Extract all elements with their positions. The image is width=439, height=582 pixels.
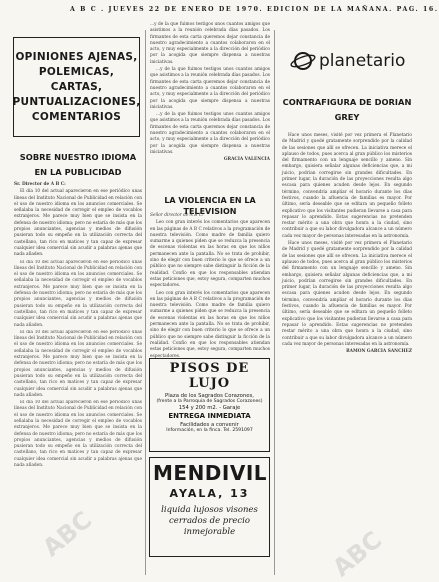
article-dorian-signature: RAMON GARCIA SANCHEZ [346,349,412,355]
article-middle-text-2: ...y de la que fuimos testigos unos cuantos amigos que asistimos a la reunión celebrada días pasados. Los firmantes de esta carta queremos dejar constancia de nuestro agradecimiento a cuantos colaboraron en el acto, y muy especialmente a la dirección del periódico por la acogida que siempre dispensa a nuestras iniciativas. [150,67,270,110]
article-middle-signature: GRACIA VALENCIA [223,157,270,163]
watermark-bottom-left: ABC [37,505,98,563]
article-idioma-text-4: El día 10 del actual aparecieron en ese periódico unas líneas del Instituto Nacional de Publicidad en relación con el uso de nuestro idioma en los anuncios comerciales. Se señalaba la necesidad de corregir el empleo de vocablos extranjeros. Me parece muy bien que se insista en la defensa de nuestro idioma; pero no estaría de más que los propios anunciantes, agencias y medios de difusión pusieran todo su empeño en la utilización correcta del castellano, tan rico en matices y tan capaz de expresar cualquier idea comercial sin acudir a palabras ajenas que nada añaden. [14,400,142,469]
article-violencia-title: LA VIOLENCIA EN LA TELEVISION [164,196,256,216]
ad-pisos-line-3: 154 y 200 m2. - Garaje [178,405,241,411]
article-violencia-text-2: Leo con gran interés los comentarios que aparecen en las páginas de A B C relativos a la programación de nuestra televisión. Como madre de familia quiero sumarme a quienes piden que se reduzca la presencia de escenas violentas en las horas en que los niños permanecen ante la pantalla. No se trata de prohibir, sino de elegir con buen criterio lo que se ofrece a un público que no siempre sabe distinguir la ficción de la realidad. Confío en que los responsables atiendan estas peticiones que, estoy segura, comparten muchos espectadores. [150,290,270,359]
ad-pisos-line-6: Información, en la finca. Tel. 2591097 [166,428,253,433]
planetario-logo [290,44,410,78]
article-violencia-body [150,213,270,359]
article-middle-text-1: ...y de la que fuimos testigos unos cuantos amigos que asistimos a la reunión celebrada días pasados. Los firmantes de esta carta queremos dejar constancia de nuestro agradecimiento a cuantos colaboraron en el acto, y muy especialmente a la dirección del periódico por la acogida que siempre dispensa a nuestras iniciativas. [150,22,270,65]
article-violencia-salutation: Señor director de A B C: [150,213,204,218]
ad-pisos-line-1: Plaza de los Sagrados Corazones, [165,393,254,399]
ad-pisos-line-2: (frente a la Parroquia de Sagrados Corazones) [156,399,263,404]
article-idioma-body [14,182,142,572]
planet-icon [290,48,316,74]
article-dorian-title: CONTRAFIGURA DE DORIAN GREY [282,97,412,122]
ad-pisos-title: PISOS DE LUJO [169,361,250,391]
column-divider-1 [145,30,146,575]
article-violencia-text-1: Leo con gran interés los comentarios que aparecen en las páginas de A B C relativos a la programación de nuestra televisión. Como madre de familia quiero sumarme a quienes piden que se reduzca la presencia de escenas violentas en las horas en que los niños permanecen ante la pantalla. No se trata de prohibir, sino de elegir con buen criterio lo que se ofrece a un público que no siempre sabe distinguir la ficción de la realidad. Confío en que los responsables atiendan estas peticiones que, estoy segura, comparten muchos espectadores. [150,220,270,289]
article-idioma-text-3: El día 10 del actual aparecieron en ese periódico unas líneas del Instituto Nacional de Publicidad en relación con el uso de nuestro idioma en los anuncios comerciales. Se señalaba la necesidad de corregir el empleo de vocablos extranjeros. Me parece muy bien que se insista en la defensa de nuestro idioma; pero no estaría de más que los propios anunciantes, agencias y medios de difusión pusieran todo su empeño en la utilización correcta del castellano, tan rico en matices y tan capaz de expresar cualquier idea comercial sin acudir a palabras ajenas que nada añaden. [14,329,142,398]
watermark-bottom-right: ABC [327,525,388,582]
column-divider-2 [274,30,275,575]
running-head: A B C . JUEVES 22 DE ENERO DE 1970. EDICION DE LA MAÑANA. PAG. 16. [70,6,439,13]
article-idioma-salutation: Sr. Director de A B C: [14,182,66,187]
opinions-box-text: OPINIONES AJENAS, POLEMICAS, CARTAS, PUNTUALIZACIONES, COMENTARIOS [12,50,141,123]
ad-mendivil [149,457,270,557]
ad-pisos-de-lujo [149,358,270,452]
ad-mendivil-address: AYALA, 13 [169,487,250,500]
article-dorian-text-1: Hace unos meses, visité por vez primera el Planetario de Madrid y quedé gratamente sorprendido por la calidad de las sesiones que allí se ofrecen. La iniciativa merece el aplauso de todos, pues acerca al gran público los misterios del firmamento con un lenguaje sencillo y ameno. Sin embargo, quisiera señalar algunas deficiencias que, a mi juicio, podrían corregirse sin grandes dificultades. En primer lugar, la duración de las proyecciones resulta algo escasa para quienes acuden desde lejos. En segundo término, convendría ampliar el horario durante los días festivos, cuando la afluencia de familias es mayor. Por último, sería deseable que se editara un pequeño folleto explicativo que los visitantes pudieran llevarse a casa para repasar lo aprendido. Estas sugerencias no pretenden restar mérito a una obra que honra a la ciudad, sino contribuir a que su labor divulgadora alcance a un número cada vez mayor de personas interesadas en la astronomía. [282,133,412,239]
article-idioma-title: SOBRE NUESTRO IDIOMA EN LA PUBLICIDAD [19,152,137,177]
ad-mendivil-title: MENDIVIL [153,461,268,485]
article-dorian-body [282,133,412,573]
article-middle-text-3: ...y de la que fuimos testigos unos cuantos amigos que asistimos a la reunión celebrada días pasados. Los firmantes de esta carta queremos dejar constancia de nuestro agradecimiento a cuantos colaboraron en el acto, y muy especialmente a la dirección del periódico por la acogida que siempre dispensa a nuestras iniciativas. [150,112,270,155]
article-dorian-text-2: Hace unos meses, visité por vez primera el Planetario de Madrid y quedé gratamente sorprendido por la calidad de las sesiones que allí se ofrecen. La iniciativa merece el aplauso de todos, pues acerca al gran público los misterios del firmamento con un lenguaje sencillo y ameno. Sin embargo, quisiera señalar algunas deficiencias que, a mi juicio, podrían corregirse sin grandes dificultades. En primer lugar, la duración de las proyecciones resulta algo escasa para quienes acuden desde lejos. En segundo término, convendría ampliar el horario durante los días festivos, cuando la afluencia de familias es mayor. Por último, sería deseable que se editara un pequeño folleto explicativo que los visitantes pudieran llevarse a casa para repasar lo aprendido. Estas sugerencias no pretenden restar mérito a una obra que honra a la ciudad, sino contribuir a que su labor divulgadora alcance a un número cada vez mayor de personas interesadas en la astronomía. [282,241,412,347]
article-middle-top [150,22,270,190]
article-idioma-text-1: El día 10 del actual aparecieron en ese periódico unas líneas del Instituto Nacional de Publicidad en relación con el uso de nuestro idioma en los anuncios comerciales. Se señalaba la necesidad de corregir el empleo de vocablos extranjeros. Me parece muy bien que se insista en la defensa de nuestro idioma; pero no estaría de más que los propios anunciantes, agencias y medios de difusión pusieran todo su empeño en la utilización correcta del castellano, tan rico en matices y tan capaz de expresar cualquier idea comercial sin acudir a palabras ajenas que nada añaden. [14,189,142,258]
ad-pisos-line-5: Facilidades a convenir [180,422,239,428]
article-idioma-text-2: El día 10 del actual aparecieron en ese periódico unas líneas del Instituto Nacional de Publicidad en relación con el uso de nuestro idioma en los anuncios comerciales. Se señalaba la necesidad de corregir el empleo de vocablos extranjeros. Me parece muy bien que se insista en la defensa de nuestro idioma; pero no estaría de más que los propios anunciantes, agencias y medios de difusión pusieran todo su empeño en la utilización correcta del castellano, tan rico en matices y tan capaz de expresar cualquier idea comercial sin acudir a palabras ajenas que nada añaden. [14,259,142,328]
ad-pisos-line-4: ENTREGA INMEDIATA [168,412,251,420]
ad-mendivil-tagline: liquida lujosos visones cerrados de precio inmejorable [161,505,258,537]
opinions-box [13,37,140,137]
planetario-logo-text: planetario [319,51,406,71]
